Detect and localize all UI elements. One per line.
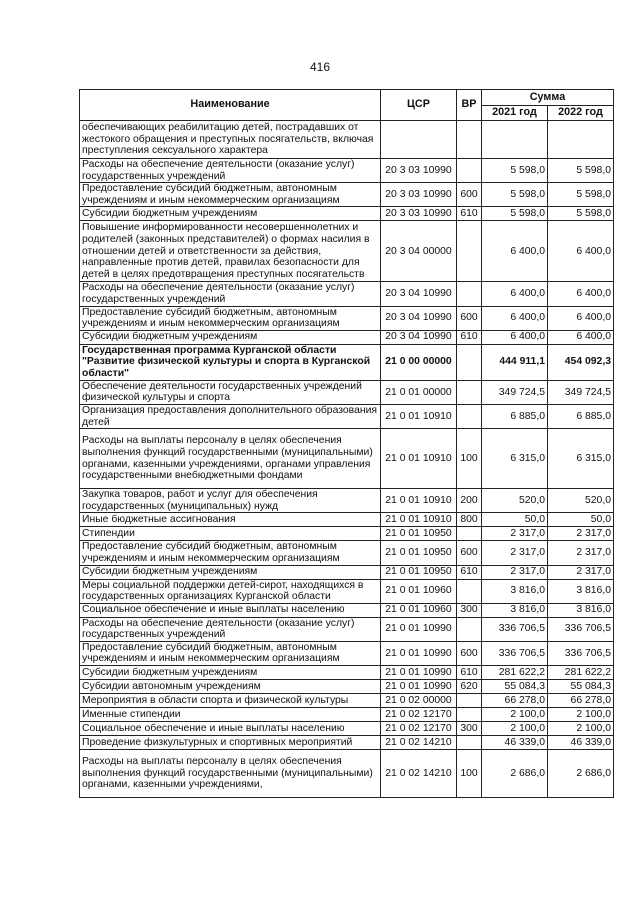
row-value-2022: 2 317,0 (548, 565, 614, 579)
row-value-2021: 46 339,0 (482, 736, 548, 750)
row-vr (457, 736, 482, 750)
row-csr: 21 0 01 10950 (381, 541, 457, 565)
row-name: Предоставление субсидий бюджетным, автономным учреждениям и иным некоммерческим организациям (80, 183, 381, 207)
row-name: Государственная программа Курганской области "Развитие физической культуры и спорта в Курганской области" (80, 344, 381, 380)
row-name: Предоставление субсидий бюджетным, автономным учреждениям и иным некоммерческим организациям (80, 541, 381, 565)
row-csr: 20 3 03 10990 (381, 159, 457, 183)
table-row (80, 183, 614, 207)
header-2021: 2021 год (482, 106, 548, 121)
row-value-2021: 6 885,0 (482, 404, 548, 428)
row-csr: 21 0 01 10950 (381, 565, 457, 579)
table-row (80, 429, 614, 489)
row-name: Организация предоставления дополнительного образования детей (80, 404, 381, 428)
table-row (80, 404, 614, 428)
row-vr: 100 (457, 750, 482, 798)
row-value-2021: 349 724,5 (482, 380, 548, 404)
row-vr (457, 159, 482, 183)
row-vr (457, 579, 482, 603)
row-vr: 600 (457, 183, 482, 207)
row-vr (457, 221, 482, 282)
row-csr: 21 0 02 00000 (381, 694, 457, 708)
row-vr (457, 380, 482, 404)
row-csr: 21 0 01 10990 (381, 641, 457, 665)
row-name: Субсидии бюджетным учреждениям (80, 207, 381, 221)
row-name: Стипендии (80, 527, 381, 541)
row-value-2022: 281 622,2 (548, 666, 614, 680)
row-value-2021: 66 278,0 (482, 694, 548, 708)
row-value-2022: 6 885,0 (548, 404, 614, 428)
table-row (80, 330, 614, 344)
row-value-2021: 55 084,3 (482, 680, 548, 694)
row-name: Мероприятия в области спорта и физической культуры (80, 694, 381, 708)
row-vr (457, 404, 482, 428)
row-value-2022: 5 598,0 (548, 159, 614, 183)
row-name: Иные бюджетные ассигнования (80, 513, 381, 527)
table-row (80, 617, 614, 641)
row-csr: 21 0 00 00000 (381, 344, 457, 380)
row-value-2021: 2 686,0 (482, 750, 548, 798)
table-row (80, 121, 614, 159)
table-row (80, 641, 614, 665)
row-csr: 21 0 01 10910 (381, 513, 457, 527)
row-name: Предоставление субсидий бюджетным, автономным учреждениям и иным некоммерческим организациям (80, 641, 381, 665)
row-value-2022: 336 706,5 (548, 641, 614, 665)
row-name: Меры социальной поддержки детей-сирот, находящихся в государственных организациях Курганской области (80, 579, 381, 603)
row-name: Расходы на выплаты персоналу в целях обеспечения выполнения функций государственными (муниципальными) органами, казенными учреждениями, органами управления государственными внебюджетными фондами (80, 429, 381, 489)
row-name: Повышение информированности несовершеннолетних и родителей (законных представителей) о формах насилия в отношении детей и ответственности за действия, направленные против детей, правилах безопасности для детей в целях предотвращения преступных посягательств (80, 221, 381, 282)
table-row (80, 565, 614, 579)
row-value-2021: 3 816,0 (482, 579, 548, 603)
row-name: обеспечивающих реабилитацию детей, пострадавших от жестокого обращения и преступных посягательств, включая преступления сексуального характера (80, 121, 381, 159)
row-vr: 600 (457, 641, 482, 665)
row-vr (457, 121, 482, 159)
row-value-2022: 6 400,0 (548, 282, 614, 306)
row-name: Социальное обеспечение и иные выплаты населению (80, 722, 381, 736)
table-row (80, 579, 614, 603)
row-vr: 610 (457, 330, 482, 344)
table-row (80, 282, 614, 306)
row-vr (457, 694, 482, 708)
row-value-2022: 2 317,0 (548, 541, 614, 565)
row-csr: 21 0 01 10950 (381, 527, 457, 541)
row-name: Субсидии бюджетным учреждениям (80, 330, 381, 344)
row-vr (457, 617, 482, 641)
row-csr: 21 0 02 14210 (381, 750, 457, 798)
row-value-2021: 2 317,0 (482, 565, 548, 579)
row-value-2022: 6 400,0 (548, 306, 614, 330)
row-csr: 20 3 04 10990 (381, 306, 457, 330)
row-csr: 20 3 03 10990 (381, 183, 457, 207)
row-value-2022: 6 315,0 (548, 429, 614, 489)
table-row (80, 666, 614, 680)
row-vr: 610 (457, 207, 482, 221)
table-row (80, 603, 614, 617)
row-value-2021: 5 598,0 (482, 159, 548, 183)
row-value-2021: 2 317,0 (482, 541, 548, 565)
table-row (80, 344, 614, 380)
row-value-2022: 2 686,0 (548, 750, 614, 798)
table-row (80, 207, 614, 221)
row-csr (381, 121, 457, 159)
row-value-2022: 454 092,3 (548, 344, 614, 380)
row-value-2022: 3 816,0 (548, 579, 614, 603)
header-vr: ВР (457, 90, 482, 121)
row-csr: 20 3 04 00000 (381, 221, 457, 282)
row-value-2022: 2 317,0 (548, 527, 614, 541)
row-name: Закупка товаров, работ и услуг для обеспечения государственных (муниципальных) нужд (80, 489, 381, 513)
row-value-2021: 281 622,2 (482, 666, 548, 680)
row-value-2022: 6 400,0 (548, 221, 614, 282)
row-value-2022: 520,0 (548, 489, 614, 513)
row-csr: 21 0 02 12170 (381, 708, 457, 722)
row-value-2021: 50,0 (482, 513, 548, 527)
row-csr: 21 0 01 10990 (381, 666, 457, 680)
row-vr: 610 (457, 666, 482, 680)
row-vr: 620 (457, 680, 482, 694)
row-value-2021: 6 400,0 (482, 282, 548, 306)
row-vr (457, 527, 482, 541)
row-csr: 21 0 01 00000 (381, 380, 457, 404)
row-vr: 600 (457, 306, 482, 330)
row-vr: 200 (457, 489, 482, 513)
row-csr: 21 0 01 10960 (381, 579, 457, 603)
table-row (80, 708, 614, 722)
row-value-2021: 3 816,0 (482, 603, 548, 617)
row-csr: 20 3 04 10990 (381, 282, 457, 306)
row-csr: 21 0 01 10910 (381, 404, 457, 428)
row-name: Расходы на обеспечение деятельности (оказание услуг) государственных учреждений (80, 617, 381, 641)
row-value-2022: 5 598,0 (548, 183, 614, 207)
row-name: Расходы на выплаты персоналу в целях обеспечения выполнения функций государственными (муниципальными) органами, казенными учреждениями, (80, 750, 381, 798)
row-name: Проведение физкультурных и спортивных мероприятий (80, 736, 381, 750)
table-row (80, 680, 614, 694)
row-value-2022: 46 339,0 (548, 736, 614, 750)
row-value-2021: 6 315,0 (482, 429, 548, 489)
row-csr: 21 0 01 10910 (381, 489, 457, 513)
row-vr (457, 282, 482, 306)
row-csr: 21 0 02 14210 (381, 736, 457, 750)
row-value-2022: 66 278,0 (548, 694, 614, 708)
row-csr: 20 3 04 10990 (381, 330, 457, 344)
row-vr (457, 344, 482, 380)
row-vr: 300 (457, 603, 482, 617)
row-value-2021: 2 100,0 (482, 708, 548, 722)
row-value-2021: 6 400,0 (482, 306, 548, 330)
row-value-2021 (482, 121, 548, 159)
table-row (80, 489, 614, 513)
row-value-2022 (548, 121, 614, 159)
row-name: Расходы на обеспечение деятельности (оказание услуг) государственных учреждений (80, 159, 381, 183)
row-name: Именные стипендии (80, 708, 381, 722)
table-row (80, 159, 614, 183)
row-name: Социальное обеспечение и иные выплаты населению (80, 603, 381, 617)
row-value-2021: 336 706,5 (482, 641, 548, 665)
row-name: Обеспечение деятельности государственных учреждений физической культуры и спорта (80, 380, 381, 404)
row-value-2022: 3 816,0 (548, 603, 614, 617)
table-row (80, 221, 614, 282)
row-vr: 610 (457, 565, 482, 579)
table-row (80, 527, 614, 541)
row-value-2022: 2 100,0 (548, 708, 614, 722)
header-sum: Сумма (482, 90, 614, 106)
table-row (80, 694, 614, 708)
row-value-2021: 336 706,5 (482, 617, 548, 641)
table-row (80, 306, 614, 330)
row-value-2021: 444 911,1 (482, 344, 548, 380)
row-value-2022: 2 100,0 (548, 722, 614, 736)
row-name: Субсидии автономным учреждениям (80, 680, 381, 694)
row-vr: 100 (457, 429, 482, 489)
row-value-2022: 50,0 (548, 513, 614, 527)
row-name: Предоставление субсидий бюджетным, автономным учреждениям и иным некоммерческим организациям (80, 306, 381, 330)
row-value-2022: 5 598,0 (548, 207, 614, 221)
row-vr: 300 (457, 722, 482, 736)
row-csr: 21 0 01 10910 (381, 429, 457, 489)
table-row (80, 722, 614, 736)
row-value-2021: 6 400,0 (482, 330, 548, 344)
row-csr: 21 0 01 10990 (381, 617, 457, 641)
row-name: Расходы на обеспечение деятельности (оказание услуг) государственных учреждений (80, 282, 381, 306)
table-row (80, 541, 614, 565)
row-value-2022: 6 400,0 (548, 330, 614, 344)
table-row (80, 736, 614, 750)
row-csr: 21 0 02 12170 (381, 722, 457, 736)
row-value-2021: 5 598,0 (482, 183, 548, 207)
table-row (80, 513, 614, 527)
row-value-2021: 2 100,0 (482, 722, 548, 736)
row-name: Субсидии бюджетным учреждениям (80, 666, 381, 680)
row-csr: 20 3 03 10990 (381, 207, 457, 221)
row-value-2022: 55 084,3 (548, 680, 614, 694)
row-name: Субсидии бюджетным учреждениям (80, 565, 381, 579)
row-value-2021: 5 598,0 (482, 207, 548, 221)
row-value-2021: 2 317,0 (482, 527, 548, 541)
row-value-2022: 349 724,5 (548, 380, 614, 404)
header-2022: 2022 год (548, 106, 614, 121)
table-row (80, 380, 614, 404)
page-number: 416 (309, 60, 331, 74)
row-value-2022: 336 706,5 (548, 617, 614, 641)
row-csr: 21 0 01 10990 (381, 680, 457, 694)
header-name: Наименование (80, 90, 381, 121)
budget-table (79, 89, 614, 798)
table-row (80, 750, 614, 798)
row-value-2021: 6 400,0 (482, 221, 548, 282)
header-csr: ЦСР (381, 90, 457, 121)
row-vr: 800 (457, 513, 482, 527)
row-vr: 600 (457, 541, 482, 565)
row-csr: 21 0 01 10960 (381, 603, 457, 617)
row-vr (457, 708, 482, 722)
row-value-2021: 520,0 (482, 489, 548, 513)
table-body (80, 121, 614, 798)
